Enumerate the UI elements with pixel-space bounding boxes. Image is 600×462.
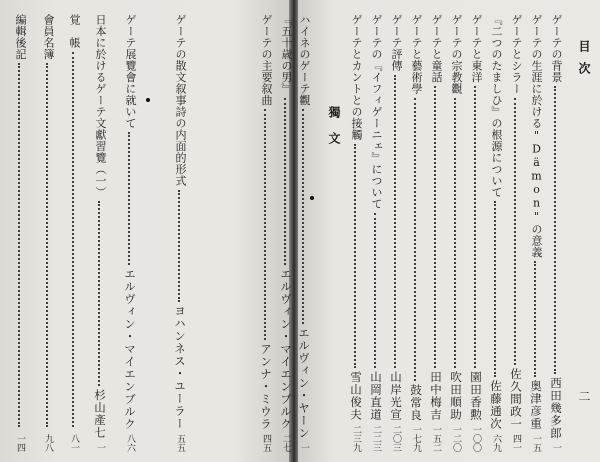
toc-entry (66, 14, 82, 452)
toc-entry (122, 14, 138, 452)
entry-page: 一五 (531, 434, 541, 452)
toc-entry (40, 14, 56, 452)
entry-page: 六九 (491, 434, 501, 452)
entry-author: 園田香勲 (469, 371, 483, 421)
toc-entry (12, 14, 28, 452)
leader-dots (354, 144, 358, 369)
leader-dots (178, 190, 182, 303)
toc-entry (448, 14, 464, 452)
leader-dots (454, 98, 458, 369)
leader-dots (374, 213, 378, 369)
entry-page: 四一 (511, 434, 521, 452)
toc-entry (278, 14, 294, 452)
entry-author: 吹田順助 (449, 371, 463, 421)
leader-dots (394, 75, 398, 369)
entry-page: 一七九 (411, 425, 421, 452)
leader-dots (474, 86, 478, 368)
leader-dots (514, 98, 518, 365)
entry-title: ゲーテの宗教觀 (450, 14, 463, 95)
entry-title: ゲーテの『イフィゲーニェ』について (370, 14, 383, 210)
leader-dots (18, 63, 22, 427)
page-number: 二 (577, 390, 591, 402)
leader-dots (434, 86, 438, 368)
entry-page: 二七 (281, 434, 291, 452)
toc-entry (296, 14, 312, 452)
leader-dots (264, 109, 268, 340)
entry-author: エルヴィン・マイエンブルク (279, 267, 293, 430)
entry-page: 一五二 (431, 425, 441, 452)
entry-author: 西田幾多郎 (549, 376, 563, 439)
entry-author: 杉山產七 (93, 389, 107, 439)
entry-page: 八六 (125, 434, 135, 452)
entry-author: 雪山俊夫 (349, 371, 363, 421)
toc-entry (258, 14, 274, 452)
entry-author: エルヴィン・ヤーン (297, 326, 311, 439)
entry-author: 山岸光宣 (389, 371, 403, 421)
entry-title: ゲーテと童話 (430, 14, 443, 83)
entry-title: ゲーテ評傳 (390, 14, 403, 72)
entry-author: 佐久間政一 (509, 367, 523, 430)
toc-entry (408, 14, 424, 452)
leader-dots (414, 98, 418, 381)
leader-dots (494, 201, 498, 377)
entry-title: ゲーテの主要叙曲 (260, 14, 273, 106)
entry-author: 鼓常良 (409, 383, 423, 421)
entry-title: ゲーテとシラー (510, 14, 523, 95)
entry-page: 九八 (43, 434, 53, 452)
entry-title: ゲーテとカントとの接觸 (350, 14, 363, 141)
toc-entry (348, 14, 364, 452)
entry-page: 五五 (175, 434, 185, 452)
bullet-mark (310, 196, 314, 200)
leader-dots (46, 63, 50, 427)
leader-dots (554, 86, 558, 374)
toc-entry (488, 14, 504, 452)
toc-entry (508, 14, 524, 452)
entry-author: 田中梅吉 (429, 371, 443, 421)
toc-entry (368, 14, 384, 452)
leader-dots (98, 201, 102, 386)
toc-entry (428, 14, 444, 452)
entry-title: 日本に於けるゲーテ文獻習覽（一） (94, 14, 107, 198)
leader-dots (534, 261, 538, 377)
leader-dots (284, 98, 288, 265)
entry-page: 二二三 (371, 425, 381, 452)
entry-author: 奥津彦重 (529, 380, 543, 430)
entry-title: ゲーテの生涯に於ける"Dämon"の意義 (530, 14, 543, 258)
toc-entry (172, 14, 188, 452)
bullet-mark (146, 98, 150, 102)
entry-page: 一四 (15, 434, 25, 452)
toc-entry (92, 14, 108, 452)
leader-dots (72, 52, 76, 428)
entry-page: 四五 (261, 434, 271, 452)
entry-page: 一二〇 (451, 425, 461, 452)
entry-title: 會員名簿 (42, 14, 55, 60)
entry-page: 八一 (69, 434, 79, 452)
entry-title: 覚 帳 (68, 14, 81, 49)
entry-title: ゲーテと東洋 (470, 14, 483, 83)
entry-page: 一 (299, 443, 309, 452)
entry-author: エルヴィン・マイエンブルク (123, 267, 137, 430)
entry-author: 佐藤通次 (489, 380, 503, 430)
entry-author: 山岡直道 (369, 371, 383, 421)
entry-title: ゲーテの背景 (550, 14, 563, 83)
entry-page: 一 (551, 443, 561, 452)
entry-page: 二三九 (351, 425, 361, 452)
entry-title: ゲーテと藝術學 (410, 14, 423, 95)
entry-page: 二〇三 (391, 425, 401, 452)
toc-heading: 目次 (577, 40, 591, 84)
entry-author: ヨハンネス・ユーラー (173, 305, 187, 430)
toc-entry (388, 14, 404, 452)
leader-dots (128, 132, 132, 265)
toc-entry (468, 14, 484, 452)
entry-title: ゲーテの散文叙事詩の内面的形式 (174, 14, 187, 187)
entry-author: アンナ・ミウラ (259, 342, 273, 430)
entry-title: ゲーテ展覽會に就いて (124, 14, 137, 129)
entry-page: 一〇〇 (471, 425, 481, 452)
entry-page: 一 (95, 443, 105, 452)
entry-title: 『二つのたましひ』の根源について (490, 14, 503, 198)
entry-title: ハイネのゲーテ觀 (298, 14, 311, 106)
toc-entry (528, 14, 544, 452)
entry-title: 編輯後記 (14, 14, 27, 60)
leader-dots (302, 109, 306, 324)
entry-title: 『五十歳の男』 (280, 14, 293, 95)
toc-entry (548, 14, 564, 452)
section-heading: 獨文 (327, 106, 341, 158)
